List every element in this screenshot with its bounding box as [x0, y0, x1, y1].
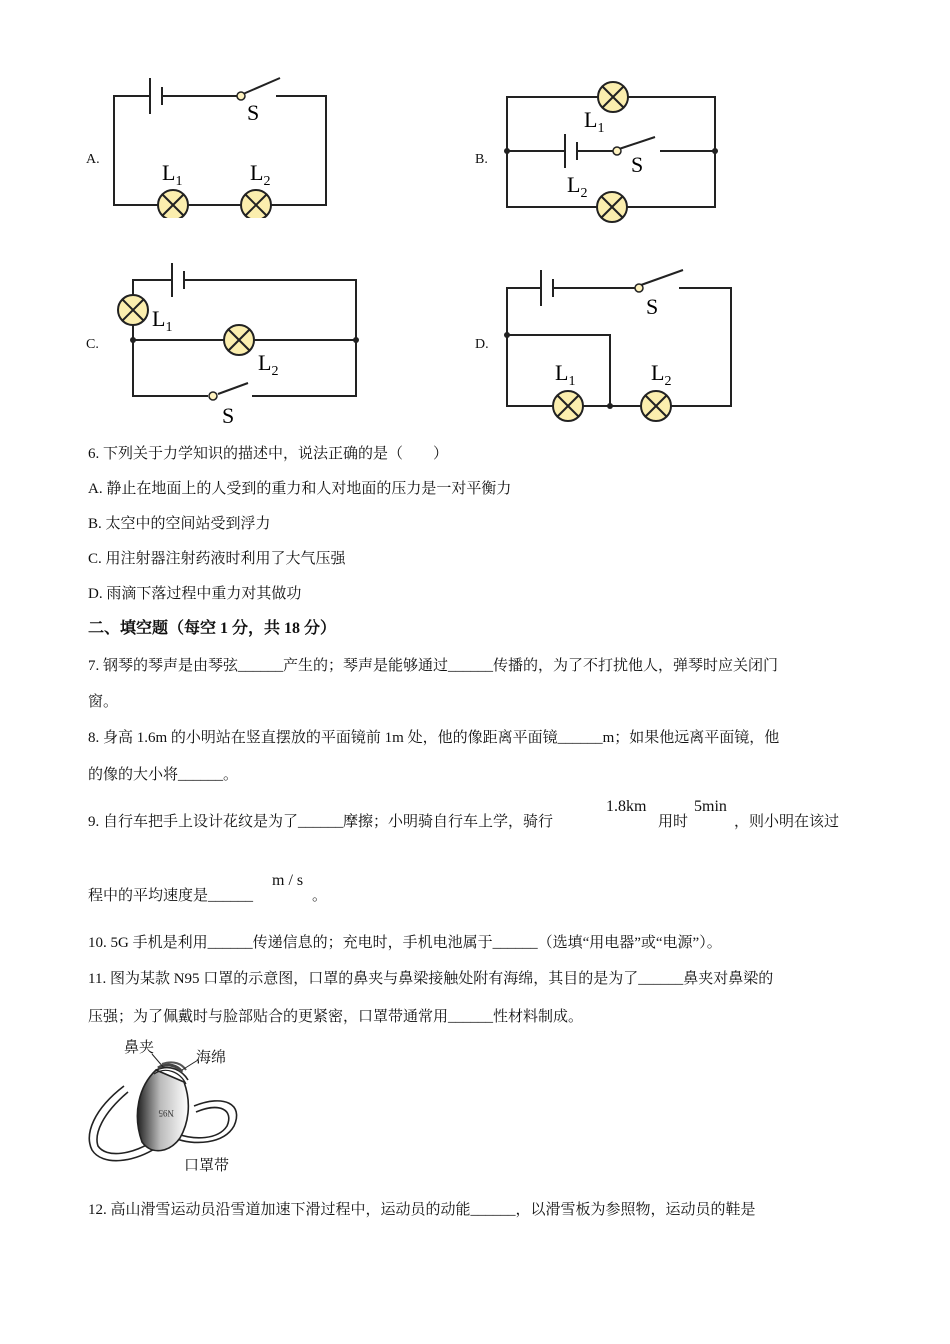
- q11-line2: 压强；为了佩戴时与脸部贴合的更紧密，口罩带通常用______性材料制成。: [88, 1009, 584, 1025]
- l1-label: $L_1$: [555, 360, 576, 389]
- q9-part2: 用时: [658, 814, 689, 830]
- lamp-l2: [641, 391, 671, 421]
- q9-part1: 9. 自行车把手上设计花纹是为了______摩擦；小明骑自行车上学，骑行: [88, 814, 554, 830]
- q6-option-d: D. 雨滴下落过程中重力对其做功: [88, 586, 302, 602]
- circuit-b-diagram: [495, 75, 730, 225]
- circuit-d-diagram: [495, 262, 745, 427]
- q12-text: 12. 高山滑雪运动员沿雪道加速下滑过程中，运动员的动能______，以滑雪板为参照物，运动员的鞋是: [88, 1202, 756, 1218]
- lamp-l1: [553, 391, 583, 421]
- l2-label: $L_2$: [651, 360, 672, 389]
- q10-text: 10. 5G 手机是利用______传递信息的；充电时，手机电池属于______（选填“用电器”或“电源”）。: [88, 935, 722, 951]
- lamp-l1: [158, 190, 188, 218]
- q11-line1: 11. 图为某款 N95 口罩的示意图，口罩的鼻夹与鼻梁接触处附有海绵，其目的是为了______鼻夹对鼻梁的: [88, 971, 774, 987]
- q6-option-b: B. 太空中的空间站受到浮力: [88, 516, 271, 532]
- l1-label: $L_1$: [152, 306, 173, 335]
- nose-clip-label: 鼻夹: [124, 1038, 155, 1056]
- option-c-label: C.: [86, 337, 99, 352]
- l1-label: $L_1$: [584, 107, 605, 136]
- q6-option-c: C. 用注射器注射药液时利用了大气压强: [88, 551, 346, 567]
- q9-distance: 1.8km: [606, 798, 647, 815]
- circuit-c-diagram: [100, 258, 375, 428]
- switch-label: S: [631, 152, 644, 177]
- lamp-l2: [224, 325, 254, 355]
- l2-label: $L_2$: [567, 172, 588, 201]
- l1-label: $L_1$: [162, 160, 183, 189]
- q7-line1: 7. 钢琴的琴声是由琴弦______产生的；琴声是能够通过______传播的，为了不打扰他人，弹琴时应关闭门: [88, 658, 779, 674]
- q9-time: 5min: [694, 798, 727, 815]
- circuit-a-diagram: [100, 68, 340, 218]
- q8-line1: 8. 身高 1.6m 的小明站在竖直摆放的平面镜前 1m 处，他的像距离平面镜______m；如果他远离平面镜，他: [88, 730, 780, 746]
- option-d-label: D.: [475, 337, 489, 352]
- switch-label: S: [247, 100, 260, 125]
- lamp-l2: [597, 192, 627, 222]
- option-b-label: B.: [475, 152, 488, 167]
- lamp-l1: [598, 82, 628, 112]
- strap-label: 口罩带: [184, 1156, 230, 1174]
- switch-label: S: [646, 294, 659, 319]
- mask-brand-label: N95: [158, 1108, 174, 1118]
- q8-line2: 的像的大小将______。: [88, 767, 239, 783]
- lamp-l1: [118, 295, 148, 325]
- q9-unit: m / s: [272, 872, 304, 889]
- option-a-label: A.: [86, 152, 100, 167]
- sponge-label: 海绵: [196, 1048, 227, 1066]
- q9-end: 。: [312, 888, 328, 904]
- q7-line2: 窗。: [88, 694, 119, 710]
- switch-label: S: [222, 403, 235, 428]
- q9-part3: ，则小明在该过: [734, 814, 840, 830]
- lamp-l2: [241, 190, 271, 218]
- q9-line2: 程中的平均速度是______: [88, 888, 254, 904]
- l2-label: $L_2$: [250, 160, 271, 189]
- q6-option-a: A. 静止在地面上的人受到的重力和人对地面的压力是一对平衡力: [88, 481, 512, 497]
- q6-stem: 6. 下列关于力学知识的描述中，说法正确的是（ ）: [88, 446, 449, 462]
- section-heading: 二、填空题（每空 1 分，共 18 分）: [88, 620, 337, 637]
- l2-label: $L_2$: [258, 350, 279, 379]
